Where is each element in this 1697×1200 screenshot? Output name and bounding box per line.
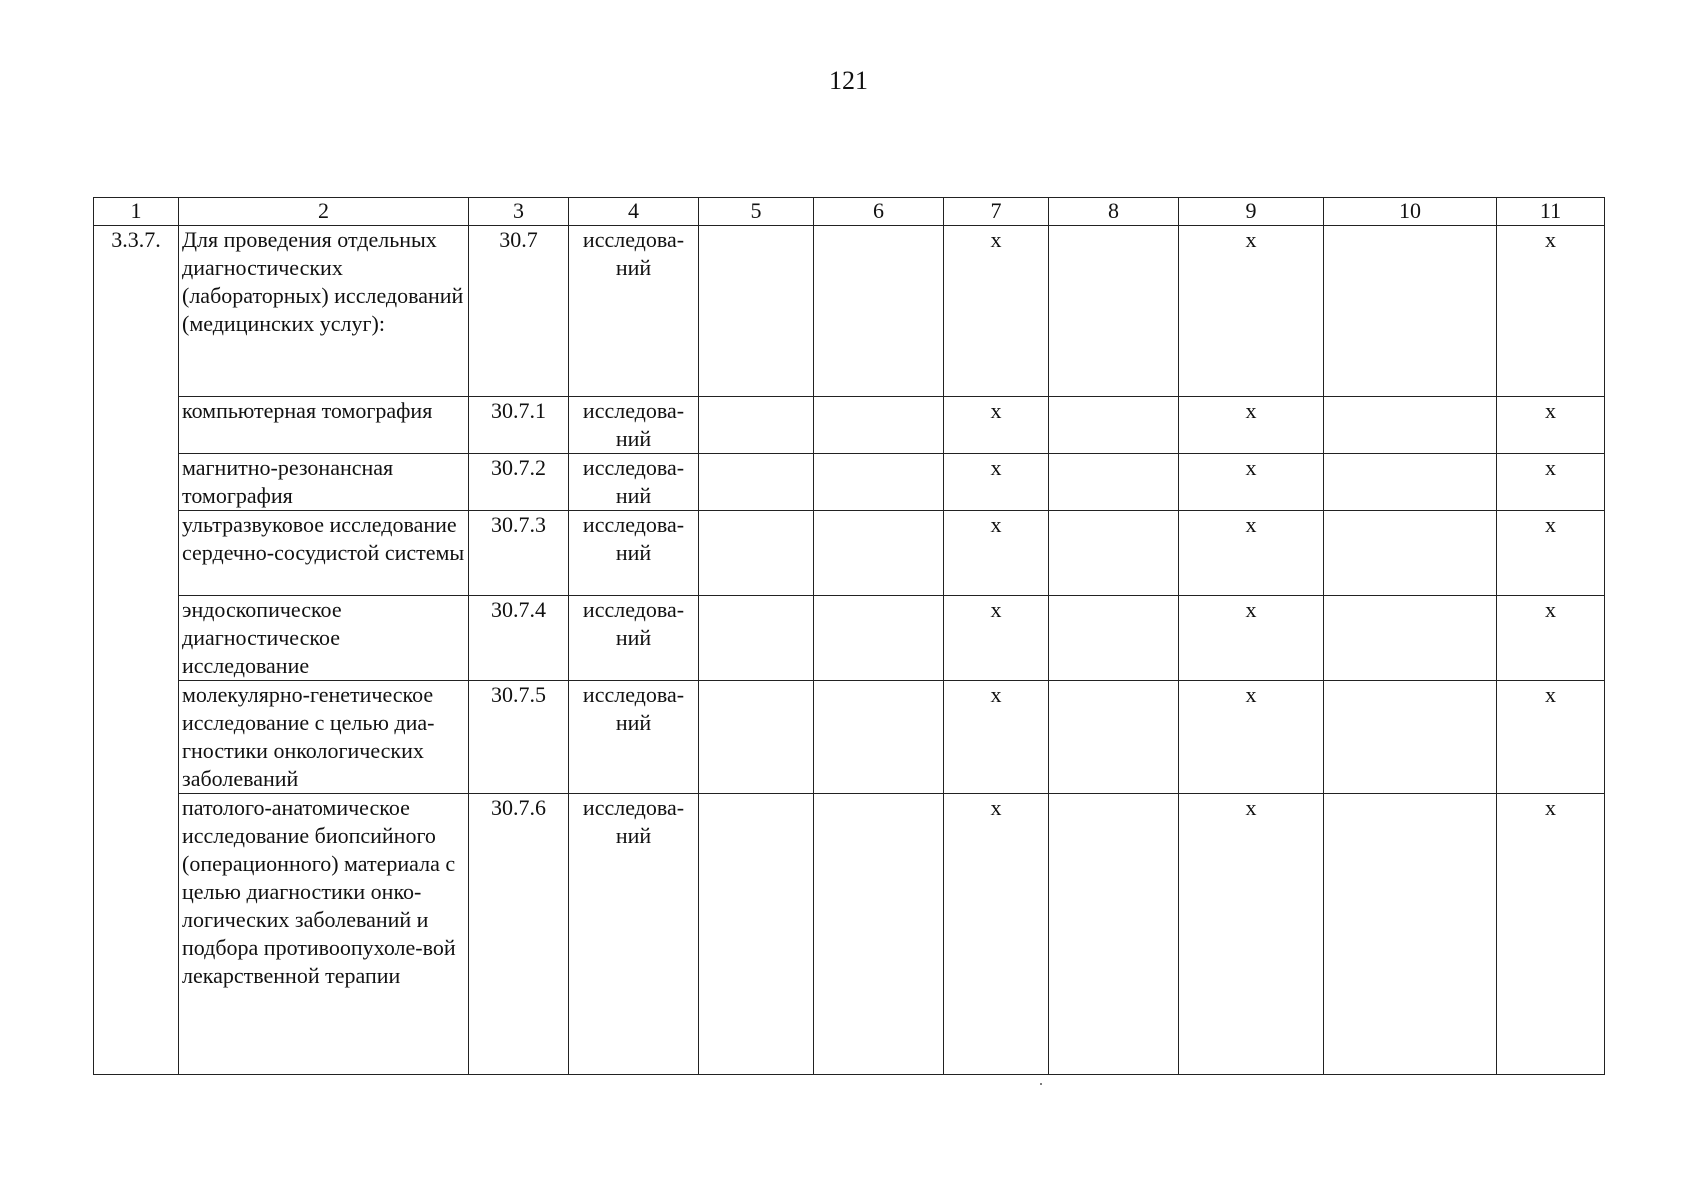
cell-col-7: х [944, 226, 1049, 397]
cell-col-7: х [944, 794, 1049, 1075]
header-col-2: 2 [179, 198, 469, 226]
cell-col-9: х [1179, 511, 1324, 596]
cell-col-8 [1049, 681, 1179, 794]
row-unit: исследова-ний [569, 226, 699, 397]
cell-col-7: х [944, 511, 1049, 596]
row-unit: исследова-ний [569, 454, 699, 511]
header-col-8: 8 [1049, 198, 1179, 226]
header-col-10: 10 [1324, 198, 1497, 226]
row-code: 30.7.2 [469, 454, 569, 511]
cell-col-7: х [944, 596, 1049, 681]
page-number: 121 [829, 66, 868, 95]
table-header [94, 198, 1605, 226]
row-code: 30.7.4 [469, 596, 569, 681]
row-unit: исследова-ний [569, 511, 699, 596]
cell-col-9: х [1179, 454, 1324, 511]
cell-col-5 [699, 511, 814, 596]
cell-col-8 [1049, 397, 1179, 454]
row-name: компьютерная томография [179, 397, 469, 454]
row-unit: исследова-ний [569, 596, 699, 681]
cell-col-6 [814, 596, 944, 681]
row-name: Для проведения отдельных диагностических (лабораторных) исследований (медицинских услуг): [179, 226, 469, 397]
cell-col-10 [1324, 454, 1497, 511]
cell-col-6 [814, 454, 944, 511]
cell-col-6 [814, 226, 944, 397]
row-code: 30.7.1 [469, 397, 569, 454]
cell-col-11: х [1497, 226, 1605, 397]
row-unit: исследова-ний [569, 794, 699, 1075]
table-row [94, 397, 1605, 454]
cell-col-11: х [1497, 596, 1605, 681]
scan-speck [1040, 1083, 1042, 1085]
row-unit: исследова-ний [569, 397, 699, 454]
cell-col-10 [1324, 226, 1497, 397]
row-name: молекулярно-генетическое исследование с целью диа-гностики онкологических заболеваний [179, 681, 469, 794]
cell-col-9: х [1179, 397, 1324, 454]
cell-col-8 [1049, 794, 1179, 1075]
row-name: магнитно-резонансная томография [179, 454, 469, 511]
header-col-7: 7 [944, 198, 1049, 226]
cell-col-8 [1049, 596, 1179, 681]
cell-col-10 [1324, 397, 1497, 454]
header-col-1: 1 [94, 198, 179, 226]
cell-col-10 [1324, 681, 1497, 794]
cell-col-7: х [944, 454, 1049, 511]
cell-col-6 [814, 794, 944, 1075]
cell-col-6 [814, 397, 944, 454]
cell-col-11: х [1497, 511, 1605, 596]
row-name: эндоскопическое диагностическое исследование [179, 596, 469, 681]
header-col-5: 5 [699, 198, 814, 226]
header-col-11: 11 [1497, 198, 1605, 226]
table-row [94, 681, 1605, 794]
cell-col-6 [814, 511, 944, 596]
cell-col-11: х [1497, 794, 1605, 1075]
cell-col-9: х [1179, 596, 1324, 681]
table-row [94, 794, 1605, 1075]
cell-col-11: х [1497, 454, 1605, 511]
cell-col-5 [699, 681, 814, 794]
row-name: патолого-анатомическое исследование биопсийного (операционного) материала с целью диагностики онко-логических заболеваний и подбора противоопухоле-вой лекарственной терапии [179, 794, 469, 1075]
row-code: 30.7.5 [469, 681, 569, 794]
cell-col-5 [699, 454, 814, 511]
table-row [94, 226, 1605, 397]
row-unit: исследова-ний [569, 681, 699, 794]
header-col-4: 4 [569, 198, 699, 226]
header-row [94, 198, 1605, 226]
row-code: 30.7 [469, 226, 569, 397]
header-col-6: 6 [814, 198, 944, 226]
cell-col-5 [699, 596, 814, 681]
cell-col-8 [1049, 226, 1179, 397]
row-code: 30.7.6 [469, 794, 569, 1075]
header-col-3: 3 [469, 198, 569, 226]
cell-col-9: х [1179, 681, 1324, 794]
table-body [94, 226, 1605, 1075]
row-name: ультразвуковое исследование сердечно-сосудистой системы [179, 511, 469, 596]
cell-col-8 [1049, 454, 1179, 511]
cell-col-5 [699, 794, 814, 1075]
cell-col-11: х [1497, 397, 1605, 454]
cell-col-7: х [944, 681, 1049, 794]
cell-col-11: х [1497, 681, 1605, 794]
data-table [93, 197, 1605, 1075]
cell-col-10 [1324, 794, 1497, 1075]
table-row [94, 596, 1605, 681]
cell-col-5 [699, 226, 814, 397]
table-row [94, 454, 1605, 511]
cell-col-9: х [1179, 226, 1324, 397]
cell-col-10 [1324, 511, 1497, 596]
cell-col-8 [1049, 511, 1179, 596]
cell-col-7: х [944, 397, 1049, 454]
cell-col-10 [1324, 596, 1497, 681]
cell-col-5 [699, 397, 814, 454]
header-col-9: 9 [1179, 198, 1324, 226]
row-number: 3.3.7. [94, 226, 179, 1075]
table-row [94, 511, 1605, 596]
cell-col-9: х [1179, 794, 1324, 1075]
row-code: 30.7.3 [469, 511, 569, 596]
cell-col-6 [814, 681, 944, 794]
